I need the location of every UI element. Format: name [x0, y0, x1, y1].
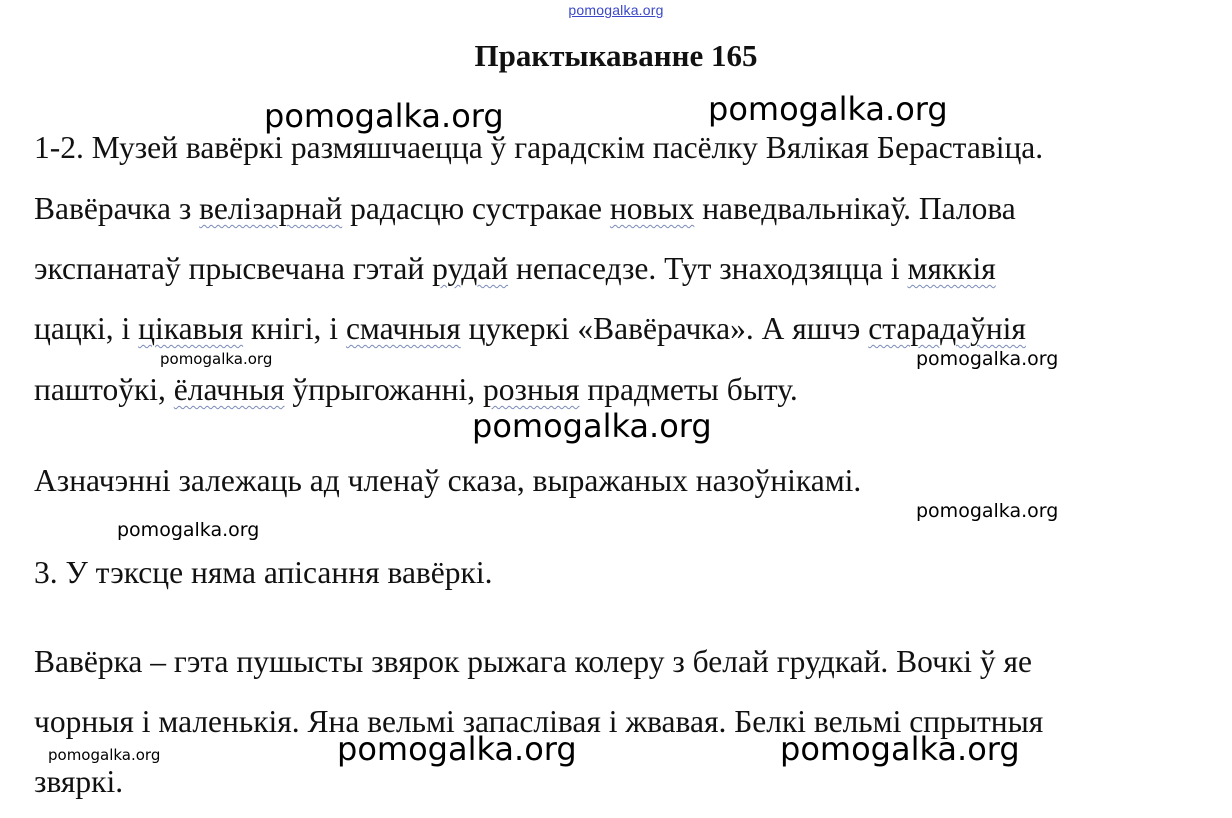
watermark: pomogalka.org [48, 746, 161, 764]
page-title: Практыкаванне 165 [474, 38, 758, 73]
watermark: pomogalka.org [916, 348, 1059, 370]
text-segment: радасцю сустракае [342, 191, 610, 226]
spellcheck-word: велізарнай [199, 191, 343, 226]
text-line-2 [34, 193, 1016, 225]
spellcheck-word: новых [609, 191, 695, 226]
text-line-4 [34, 313, 1026, 345]
text-line-8: Вавёрка – гэта пушысты звярок рыжага колеру з белай грудкай. Вочкі ў яе [34, 644, 1032, 679]
text-segment: ўпрыгожанні, [284, 372, 484, 407]
text-segment: цацкі, і [34, 311, 139, 346]
watermark: pomogalka.org [117, 519, 260, 541]
spellcheck-word: смачныя [345, 311, 461, 346]
text-line-10: звяркі. [34, 764, 124, 799]
text-segment: Вавёрачка з [34, 191, 200, 226]
watermark: pomogalka.org [160, 350, 273, 368]
spellcheck-word: розныя [483, 372, 580, 407]
site-link[interactable]: pomogalka.org [568, 2, 664, 18]
watermark: pomogalka.org [264, 97, 504, 135]
text-segment: кнігі, і [243, 311, 346, 346]
watermark: pomogalka.org [708, 90, 948, 128]
watermark: pomogalka.org [472, 407, 712, 445]
text-segment: экспанатаў прысвечана гэтай [34, 251, 433, 286]
watermark: pomogalka.org [916, 500, 1059, 522]
text-segment: паштоўкі, [34, 372, 174, 407]
text-line-1: 1-2. Музей вавёркі размяшчаецца ў гарадскім пасёлку Вялікая Бераставіца. [34, 130, 1044, 165]
text-segment: непаседзе. Тут знаходзяцца і [508, 251, 908, 286]
text-segment: наведвальнікаў. Палова [694, 191, 1016, 226]
spellcheck-word: старадаўнія [868, 311, 1026, 346]
spellcheck-word: цікавыя [138, 311, 244, 346]
spellcheck-word: ёлачныя [173, 372, 285, 407]
text-segment: цукеркі «Вавёрачка». А яшчэ [460, 311, 869, 346]
spellcheck-word: мяккія [907, 251, 996, 286]
text-line-9: чорныя і маленькія. Яна вельмі запаслівая і жвавая. Белкі вельмі спрытныя [34, 704, 1044, 739]
text-line-3 [34, 253, 996, 285]
spellcheck-word: рудай [432, 251, 509, 286]
text-segment: прадметы быту. [579, 372, 798, 407]
text-line-7: 3. У тэксце няма апісання вавёркі. [34, 555, 493, 590]
text-line-5 [34, 374, 798, 406]
watermark: pomogalka.org [780, 730, 1020, 768]
watermark: pomogalka.org [337, 730, 577, 768]
text-line-6: Азначэнні залежаць ад членаў сказа, выражаных назоўнікамі. [34, 463, 862, 498]
